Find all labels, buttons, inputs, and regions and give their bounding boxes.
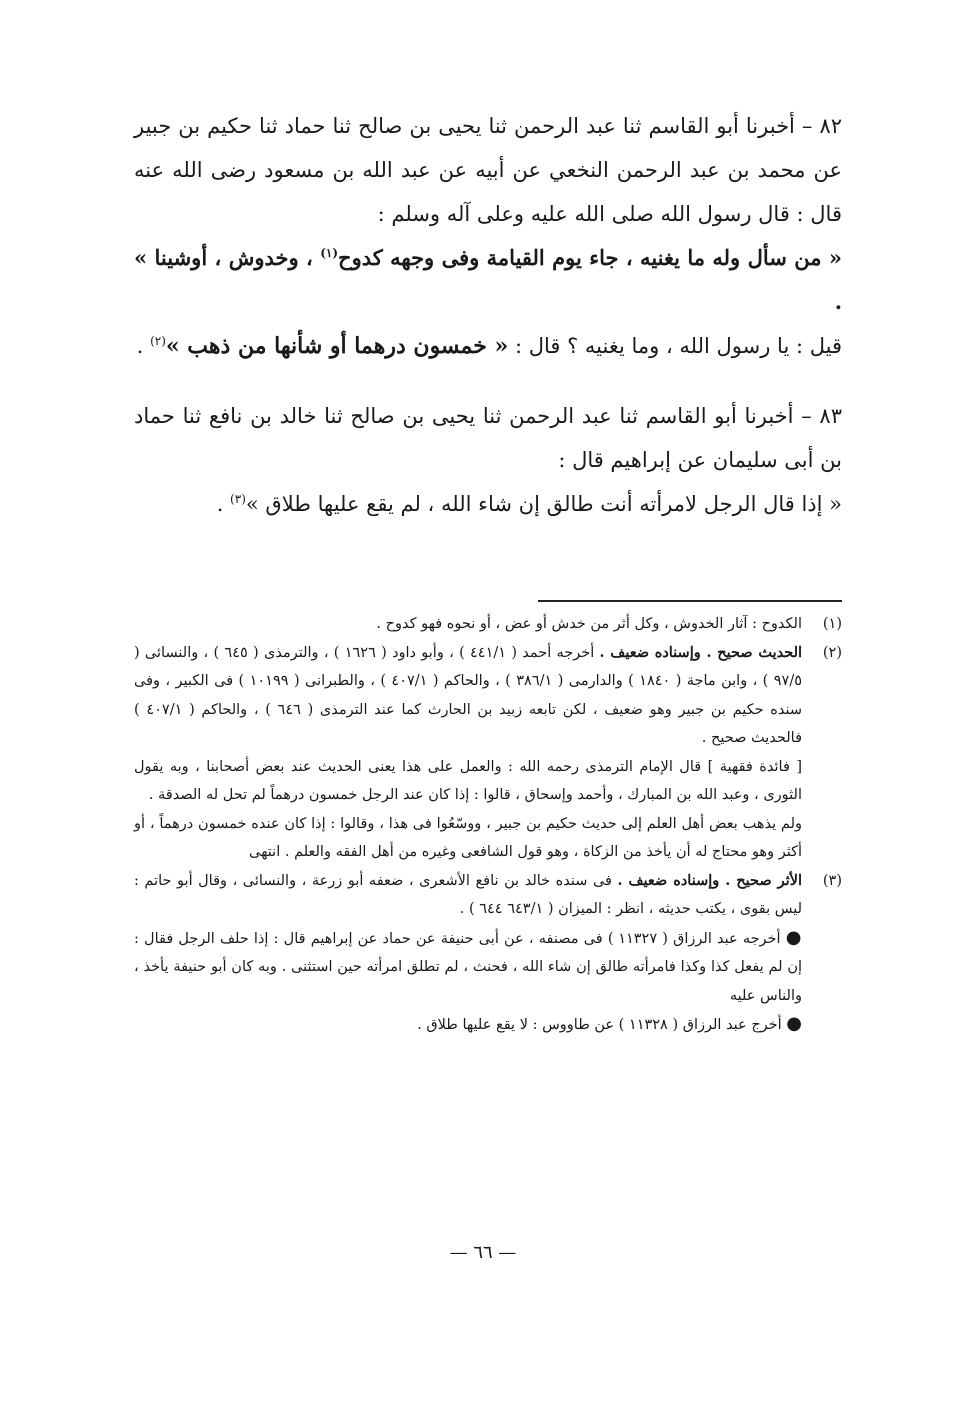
footnote-paragraph: أخرجه عبد الرزاق ( ١١٣٢٧ ) فى مصنفه ، عن أبى حنيفة عن حماد عن إبراهيم قال : إذا حلف الرجل فقال : إن لم يفعل كذا وكذا فامرأته طالق إن شاء الله ، فحنث ، لم تطلق امرأته حين استثنى . وبه كان أبو حنيفة يأخذ ، والناس عليه <box>134 930 802 1004</box>
hadith-82-question-text: قيل : يا رسول الله ، وما يغنيه ؟ قال : <box>508 334 842 358</box>
hadith-82-question <box>134 324 842 368</box>
hadith-83-line-1: ٨٣ – أخبرنا أبو القاسم ثنا عبد الرحمن ثنا يحيى بن صالح ثنا خالد بن نافع ثنا <box>182 404 842 428</box>
hadith-82-isnad <box>134 104 842 236</box>
footnote-paragraph: ولم يذهب بعض أهل العلم إلى حديث حكيم بن جبير ، ووسّعُوا فى هذا ، وقالوا : إذا كان عنده خمسون درهماً ، أو أكثر وهو محتاج له أن يأخذ من الزكاة ، وهو قول الشافعى وغيره من أهل الفقه والعلم . انتهى <box>134 815 802 860</box>
page-number: — ٦٦ — <box>449 1242 517 1263</box>
footnote-divider <box>538 600 842 602</box>
footnote-text: فى سنده خالد بن نافع الأشعرى ، ضعفه أبو زرعة ، والنسائى ، وقال أبو حاتم : ليس بقوى ، يكتب حديثه ، انظر : الميزان ( ٦٤٣/١ ٦٤٤ ) . <box>134 872 802 917</box>
hadith-82-answer: « خمسون درهما أو شأنها من ذهب » <box>165 333 509 359</box>
footnote-text: أخرجه أحمد ( ٤٤١/١ ) ، وأبو داود ( ١٦٢٦ ) ، والترمذى ( ٦٤٥ ) ، والنسائى ( ٩٧/٥ ) ، وابن ماجة ( ١٨٤٠ ) والدارمى ( ٣٨٦/١ ) ، والحاكم ( ٤٠٧/١ ) ، والطبرانى ( ١٠١٩٩ ) فى الكبير ، وفى سنده حكيم بن جبير وهو ضعيف ، لكن تابعه زبيد بن الحارث كما عند الترمذى ( ٦٤٦ ) ، والحاكم ( ٤٠٧/١ ) فالحديث صحيح . <box>134 644 802 746</box>
hadith-83-matn-text: « إذا قال الرجل لامرأته أنت طالق إن شاء الله ، لم يقع عليها طلاق » <box>245 492 842 516</box>
footnote-3 <box>134 867 842 1040</box>
footnote-2 <box>134 639 842 867</box>
footnote-ref-1: (١) <box>320 246 339 260</box>
footnote-text: الكدوح : آثار الخدوش ، وكل أثر من خدش أو عض ، أو نحوه فهو كدوح . <box>376 616 802 632</box>
hadith-82-matn-end: ، وخدوش ، أوشينا » . <box>134 245 842 314</box>
footnote-number: (٢) <box>822 644 842 661</box>
hadith-82-line-3: عنه قال : قال رسول الله صلى الله عليه وعلى آله وسلم : <box>134 158 842 226</box>
bullet-icon: ● <box>785 926 802 948</box>
footnotes <box>134 610 842 1040</box>
footnote-ref-2: (٢) <box>150 334 166 348</box>
hadith-83-matn-end: . <box>216 492 231 516</box>
hadith-83-matn <box>134 482 842 526</box>
footnote-1 <box>134 610 842 639</box>
hadith-82-question-end: . <box>136 334 151 358</box>
footnote-number: (٣) <box>822 872 842 889</box>
bullet-icon: ● <box>786 1013 802 1034</box>
footnote-ref-3: (٣) <box>230 492 246 506</box>
footnote-paragraph: [ فائدة فقهية ] قال الإمام الترمذى رحمه الله : والعمل على هذا يعنى الحديث عند بعض أصحابنا ، وبه يقول الثورى ، وعبد الله بن المبارك ، وأحمد وإسحاق ، قالوا : إذا كان عند الرجل خمسون درهماً لم تحل له الصدقة . <box>134 758 802 803</box>
hadith-82-matn-text: « من سأل وله ما يغنيه ، جاء يوم القيامة وفى وجهه كدوح <box>338 245 842 270</box>
hadith-83-isnad <box>134 394 842 482</box>
hadith-82-line-2: جبير عن محمد بن عبد الرحمن النخعي عن أبيه عن عبد الله بن مسعود رضى الله <box>134 114 842 182</box>
footnote-grade: الأثر صحيح . وإسناده ضعيف . <box>617 871 802 889</box>
footnote-number: (١) <box>822 616 842 632</box>
main-text <box>134 104 842 526</box>
hadith-82-matn <box>134 236 842 324</box>
footnote-grade: الحديث صحيح . وإسناده ضعيف . <box>599 643 803 661</box>
hadith-83-line-2: حماد بن أبى سليمان عن إبراهيم قال : <box>134 404 842 472</box>
footnote-paragraph: أخرج عبد الرزاق ( ١١٣٢٨ ) عن طاووس : لا يقع عليها طلاق . <box>417 1017 787 1033</box>
hadith-82-line-1: ٨٢ – أخبرنا أبو القاسم ثنا عبد الرحمن ثنا يحيى بن صالح ثنا حماد ثنا حكيم بن <box>178 114 842 138</box>
